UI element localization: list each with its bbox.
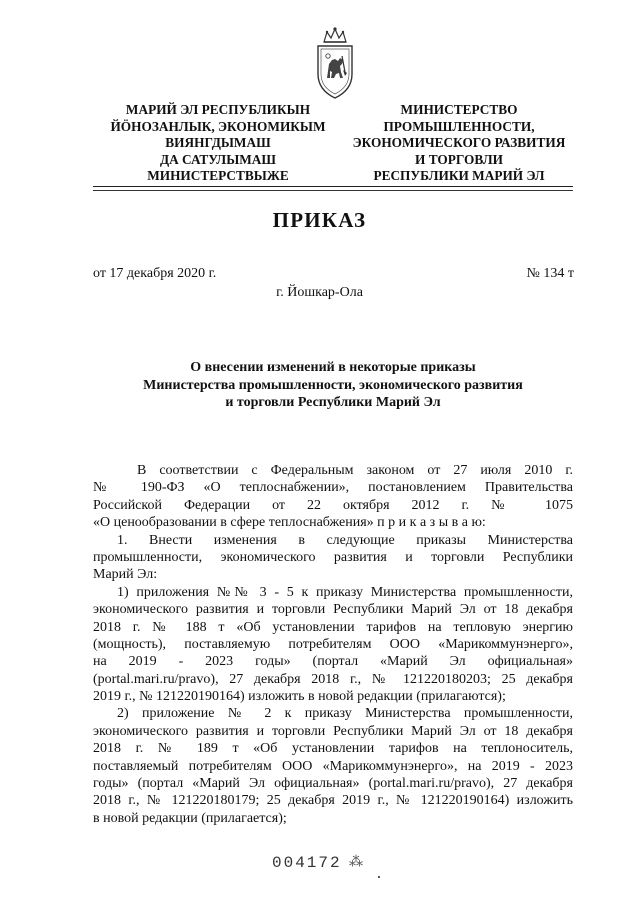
header-divider-thin: [93, 190, 573, 191]
body-line: 2019 г., № 121220190164) изложить в новой редакции (прилагаются);: [93, 689, 506, 705]
header-line: ПРОМЫШЛЕННОСТИ,: [383, 118, 535, 134]
header-line: ВИЯНГДЫМАШ: [165, 135, 271, 150]
header-divider: [93, 186, 573, 187]
document-date: от 17 декабря 2020 г.: [93, 266, 217, 281]
header-line: МАРИЙ ЭЛ РЕСПУБЛИКЫН: [125, 102, 311, 117]
header-line: МИНИСТЕРСТВО: [400, 102, 518, 117]
header-line: РЕСПУБЛИКИ МАРИЙ ЭЛ: [373, 168, 545, 183]
header-line: ДА САТУЛЫМАШ: [159, 151, 277, 167]
body-line: поставляемый потребителям ООО «Марикоммунэнерго», на 2019 - 2023: [93, 758, 573, 774]
body-line: промышленности, экономического развития и торговли Республики: [93, 549, 573, 565]
body-line: 2018 г. № 188 т «Об установлении тарифов на тепловую энергию: [93, 619, 573, 635]
subject-line: О внесении изменений в некоторые приказы: [190, 360, 476, 375]
header-ministry-mari: [102, 102, 334, 185]
body-line: Российской Федерации от 22 октября 2012 г. № 1075: [93, 497, 573, 513]
document-city: г. Йошкар-Ола: [276, 285, 363, 300]
body-line: 2) приложение № 2 к приказу Министерства промышленности,: [117, 706, 573, 722]
header-ministry-russian: [343, 102, 575, 185]
body-line: (portal.mari.ru/pravo), 27 декабря 2018 г., № 121220180203; 25 декабря: [93, 671, 573, 687]
header-line: МИНИСТЕРСТВЫЖЕ: [147, 168, 289, 183]
body-line: В соответствии с Федеральным законом от 27 июля 2010 г.: [137, 463, 573, 478]
body-line: № 190-ФЗ «О теплоснабжении», постановлением Правительства: [93, 480, 573, 496]
mari-el-coat-of-arms-icon: [312, 26, 358, 100]
body-line: «О ценообразовании в сфере теплоснабжения» п р и к а з ы в а ю:: [93, 515, 486, 531]
header-line: И ТОРГОВЛИ: [415, 151, 503, 167]
document-subject: [93, 359, 573, 412]
body-line: 2018 г. № 189 т «Об установлении тарифов на теплоноситель,: [93, 741, 573, 757]
scan-speck: [378, 876, 380, 878]
body-line: экономического развития и торговли Республики Марий Эл от 18 декабря: [93, 602, 573, 618]
form-serial-number: 004172: [272, 854, 342, 872]
body-line: 1) приложения №№ 3 - 5 к приказу Министерства промышленности,: [117, 584, 573, 600]
header-line: ЙӦНОЗАНЛЫК, ЭКОНОМИКЫМ: [110, 118, 326, 134]
body-line: годы» (портал «Марий Эл официальная» (portal.mari.ru/pravo), 27 декабря: [93, 776, 573, 792]
body-line: Марий Эл:: [93, 567, 158, 583]
body-line: 1. Внести изменения в следующие приказы Министерства: [117, 532, 573, 548]
document-body: [93, 462, 573, 827]
body-line: 2018 г., № 121220180179; 25 декабря 2019 г., № 121220190164) изложить: [93, 793, 573, 809]
body-line: (мощность), поставляемую потребителям ООО «Марикоммунэнерго»,: [93, 636, 573, 652]
body-line: в новой редакции (прилагается);: [93, 810, 287, 826]
header-line: ЭКОНОМИЧЕСКОГО РАЗВИТИЯ: [352, 135, 566, 150]
subject-line: и торговли Республики Марий Эл: [225, 395, 441, 410]
serial-mark-icon: ⁂: [349, 855, 363, 870]
document-number: № 134 т: [526, 266, 574, 281]
subject-line: Министерства промышленности, экономического развития: [143, 377, 523, 393]
document-title: ПРИКАЗ: [272, 208, 367, 232]
body-line: на 2019 - 2023 годы» (портал «Марий Эл официальная»: [93, 654, 573, 670]
body-line: экономического развития и торговли Республики Марий Эл от 18 декабря: [93, 723, 573, 739]
